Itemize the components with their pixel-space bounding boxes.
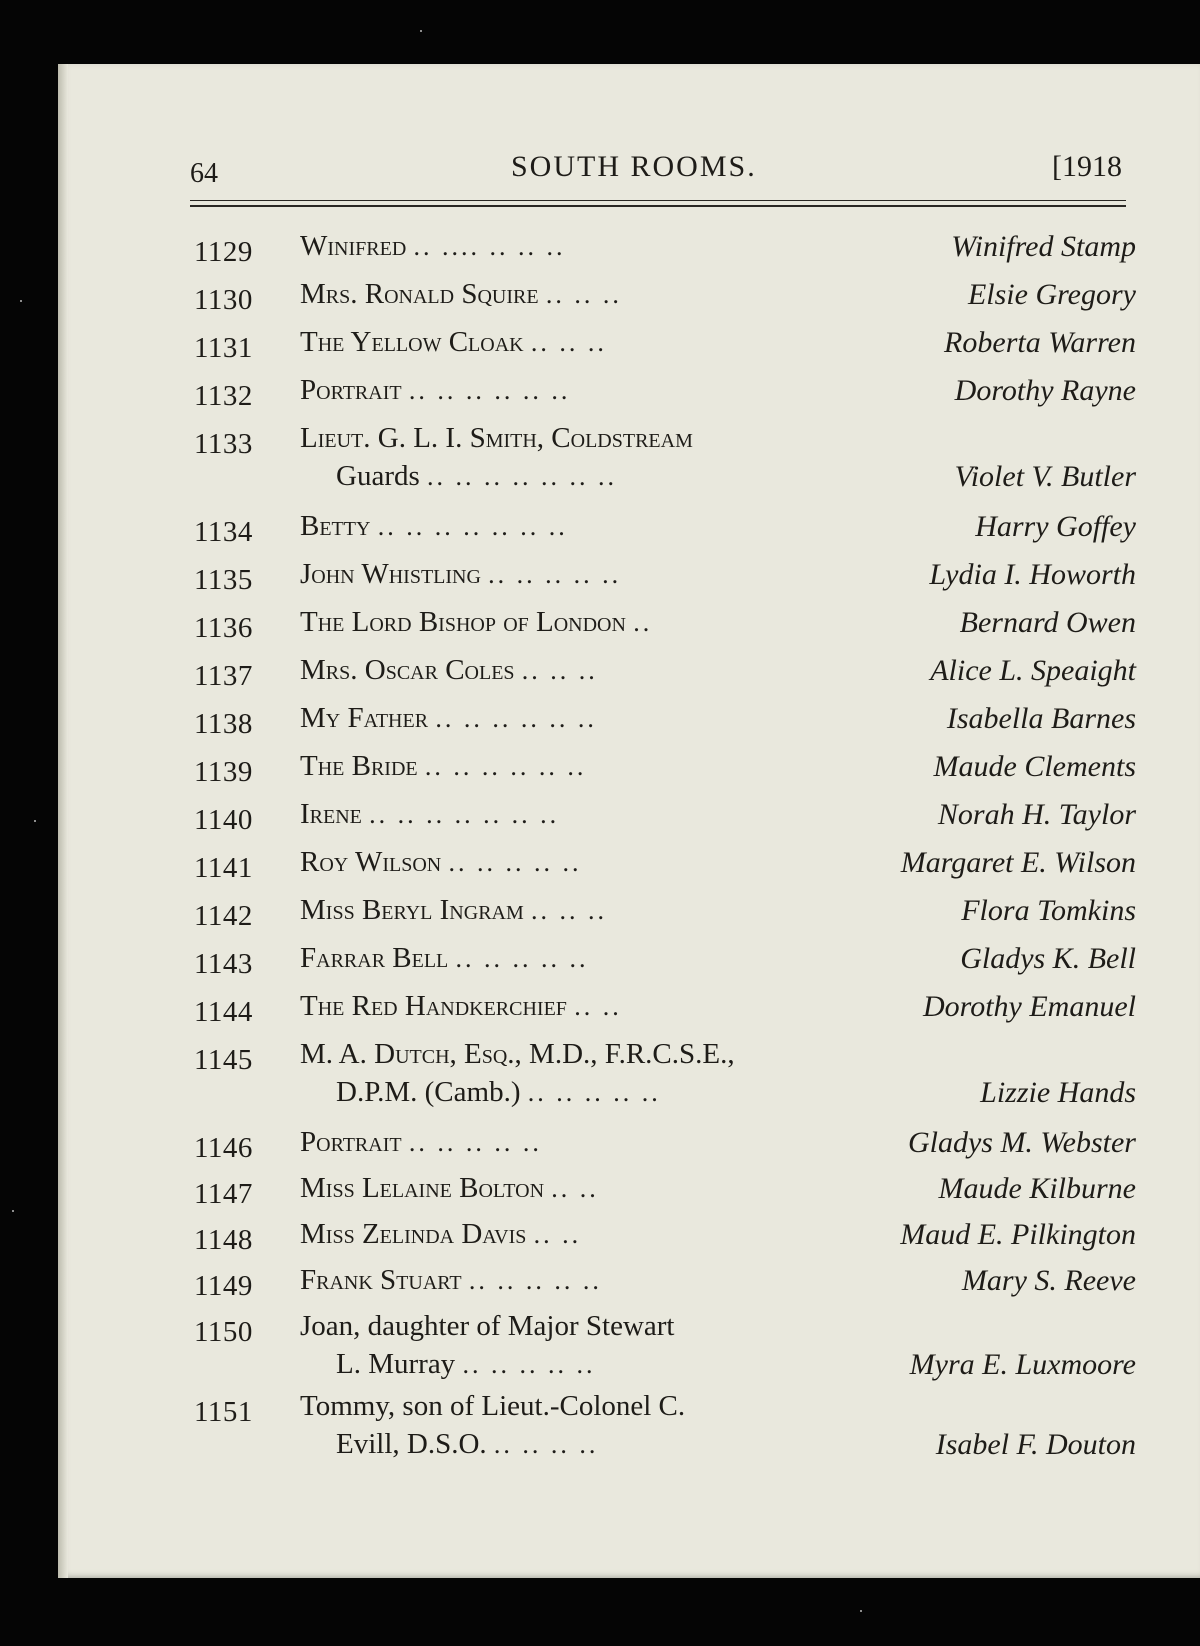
catalogue-entry bbox=[0, 558, 1200, 604]
catalogue-entry bbox=[0, 326, 1200, 372]
entry-title: Irene .. .. .. .. .. .. .. bbox=[300, 798, 560, 830]
entry-artist: Harry Goffey bbox=[975, 510, 1136, 543]
entry-artist: Roberta Warren bbox=[944, 326, 1136, 359]
entry-artist: Bernard Owen bbox=[959, 606, 1136, 639]
catalogue-entry bbox=[0, 702, 1200, 748]
catalogue-entry bbox=[0, 1038, 1200, 1124]
entry-number: 1132 bbox=[194, 380, 253, 412]
entry-artist: Norah H. Taylor bbox=[937, 798, 1136, 831]
entry-title: Portrait .. .. .. .. .. .. bbox=[300, 374, 571, 406]
entry-number: 1136 bbox=[194, 612, 253, 644]
entry-title-continued: Evill, D.S.O. .. .. .. .. bbox=[336, 1428, 599, 1460]
catalogue-entry bbox=[0, 606, 1200, 652]
entry-number: 1143 bbox=[194, 948, 253, 980]
entry-artist: Elsie Gregory bbox=[967, 278, 1136, 311]
catalogue-entry bbox=[0, 798, 1200, 844]
entry-number: 1133 bbox=[194, 428, 253, 460]
entry-artist: Lizzie Hands bbox=[980, 1076, 1136, 1109]
entry-artist: Mary S. Reeve bbox=[961, 1264, 1136, 1297]
entry-number: 1129 bbox=[194, 236, 253, 268]
entry-title: Tommy, son of Lieut.-Colonel C. bbox=[300, 1390, 686, 1422]
entry-artist: Winifred Stamp bbox=[951, 230, 1136, 263]
entry-title: The Yellow Cloak .. .. .. bbox=[300, 326, 607, 358]
catalogue-entry bbox=[0, 1126, 1200, 1172]
catalogue-entry bbox=[0, 1310, 1200, 1396]
entry-number: 1131 bbox=[194, 332, 253, 364]
entry-artist: Maude Kilburne bbox=[938, 1172, 1136, 1205]
entry-title: The Red Handkerchief .. .. bbox=[300, 990, 622, 1022]
entry-title: Joan, daughter of Major Stewart bbox=[300, 1310, 675, 1342]
year-label: [1918 bbox=[1052, 150, 1122, 183]
entry-number: 1137 bbox=[194, 660, 253, 692]
entry-number: 1140 bbox=[194, 804, 253, 836]
catalogue-entry bbox=[0, 1218, 1200, 1264]
entry-number: 1148 bbox=[194, 1224, 253, 1256]
section-title: SOUTH ROOMS. bbox=[511, 150, 757, 183]
entry-title: Frank Stuart .. .. .. .. .. bbox=[300, 1264, 602, 1296]
catalogue-entry bbox=[0, 510, 1200, 556]
catalogue-entry bbox=[0, 374, 1200, 420]
entry-title: Roy Wilson .. .. .. .. .. bbox=[300, 846, 582, 878]
entry-number: 1144 bbox=[194, 996, 253, 1028]
entry-artist: Gladys M. Webster bbox=[907, 1126, 1136, 1159]
entry-title: Miss Beryl Ingram .. .. .. bbox=[300, 894, 608, 926]
entry-artist: Isabella Barnes bbox=[946, 702, 1136, 735]
entry-artist: Lydia I. Howorth bbox=[929, 558, 1136, 591]
entry-number: 1147 bbox=[194, 1178, 253, 1210]
entry-number: 1150 bbox=[194, 1316, 253, 1348]
entry-title: Miss Zelinda Davis .. .. bbox=[300, 1218, 582, 1250]
entry-artist: Flora Tomkins bbox=[961, 894, 1136, 927]
entry-number: 1130 bbox=[194, 284, 253, 316]
entry-title: The Lord Bishop of London .. bbox=[300, 606, 653, 638]
entry-number: 1145 bbox=[194, 1044, 253, 1076]
entry-artist: Isabel F. Douton bbox=[935, 1428, 1136, 1461]
entry-title-continued: L. Murray .. .. .. .. .. bbox=[336, 1348, 596, 1380]
entry-title: Winifred .. .... .. .. .. bbox=[300, 230, 566, 262]
catalogue-entry bbox=[0, 422, 1200, 508]
entry-number: 1138 bbox=[194, 708, 253, 740]
catalogue-entry bbox=[0, 846, 1200, 892]
entry-artist: Dorothy Emanuel bbox=[922, 990, 1136, 1023]
entry-title: Farrar Bell .. .. .. .. .. bbox=[300, 942, 589, 974]
entry-artist: Dorothy Rayne bbox=[954, 374, 1136, 407]
entry-title: Mrs. Oscar Coles .. .. .. bbox=[300, 654, 598, 686]
entry-number: 1146 bbox=[194, 1132, 253, 1164]
entry-title-continued: Guards .. .. .. .. .. .. .. bbox=[336, 460, 618, 492]
catalogue-entry bbox=[0, 1264, 1200, 1310]
catalogue-entry bbox=[0, 894, 1200, 940]
entry-artist: Maud E. Pilkington bbox=[900, 1218, 1136, 1251]
entry-title: Lieut. G. L. I. Smith, Coldstream bbox=[300, 422, 693, 454]
page-number: 64 bbox=[190, 158, 218, 189]
entry-title: M. A. Dutch, Esq., M.D., F.R.C.S.E., bbox=[300, 1038, 735, 1070]
entry-number: 1134 bbox=[194, 516, 253, 548]
entry-number: 1135 bbox=[194, 564, 253, 596]
entry-artist: Alice L. Speaight bbox=[930, 654, 1136, 687]
catalogue-entry bbox=[0, 654, 1200, 700]
entry-number: 1142 bbox=[194, 900, 253, 932]
entry-title: Miss Lelaine Bolton .. .. bbox=[300, 1172, 599, 1204]
entry-title-continued: D.P.M. (Camb.) .. .. .. .. .. bbox=[336, 1076, 661, 1108]
entry-title: Mrs. Ronald Squire .. .. .. bbox=[300, 278, 622, 310]
entry-artist: Maude Clements bbox=[933, 750, 1136, 783]
entry-title: Betty .. .. .. .. .. .. .. bbox=[300, 510, 568, 542]
catalogue-entry bbox=[0, 1390, 1200, 1476]
entry-title: John Whistling .. .. .. .. .. bbox=[300, 558, 622, 590]
entry-artist: Violet V. Butler bbox=[954, 460, 1136, 493]
catalogue-entry bbox=[0, 942, 1200, 988]
catalogue-entry bbox=[0, 230, 1200, 276]
entry-title: Portrait .. .. .. .. .. bbox=[300, 1126, 542, 1158]
catalogue-entry bbox=[0, 990, 1200, 1036]
entry-number: 1139 bbox=[194, 756, 253, 788]
catalogue-entry bbox=[0, 278, 1200, 324]
entry-artist: Gladys K. Bell bbox=[960, 942, 1136, 975]
entry-number: 1141 bbox=[194, 852, 253, 884]
entry-number: 1151 bbox=[194, 1396, 253, 1428]
catalogue-entry bbox=[0, 750, 1200, 796]
catalogue-entry bbox=[0, 1172, 1200, 1218]
entry-number: 1149 bbox=[194, 1270, 253, 1302]
entry-title: My Father .. .. .. .. .. .. bbox=[300, 702, 597, 734]
entry-artist: Margaret E. Wilson bbox=[900, 846, 1136, 879]
entry-artist: Myra E. Luxmoore bbox=[909, 1348, 1136, 1381]
entry-title: The Bride .. .. .. .. .. .. bbox=[300, 750, 587, 782]
